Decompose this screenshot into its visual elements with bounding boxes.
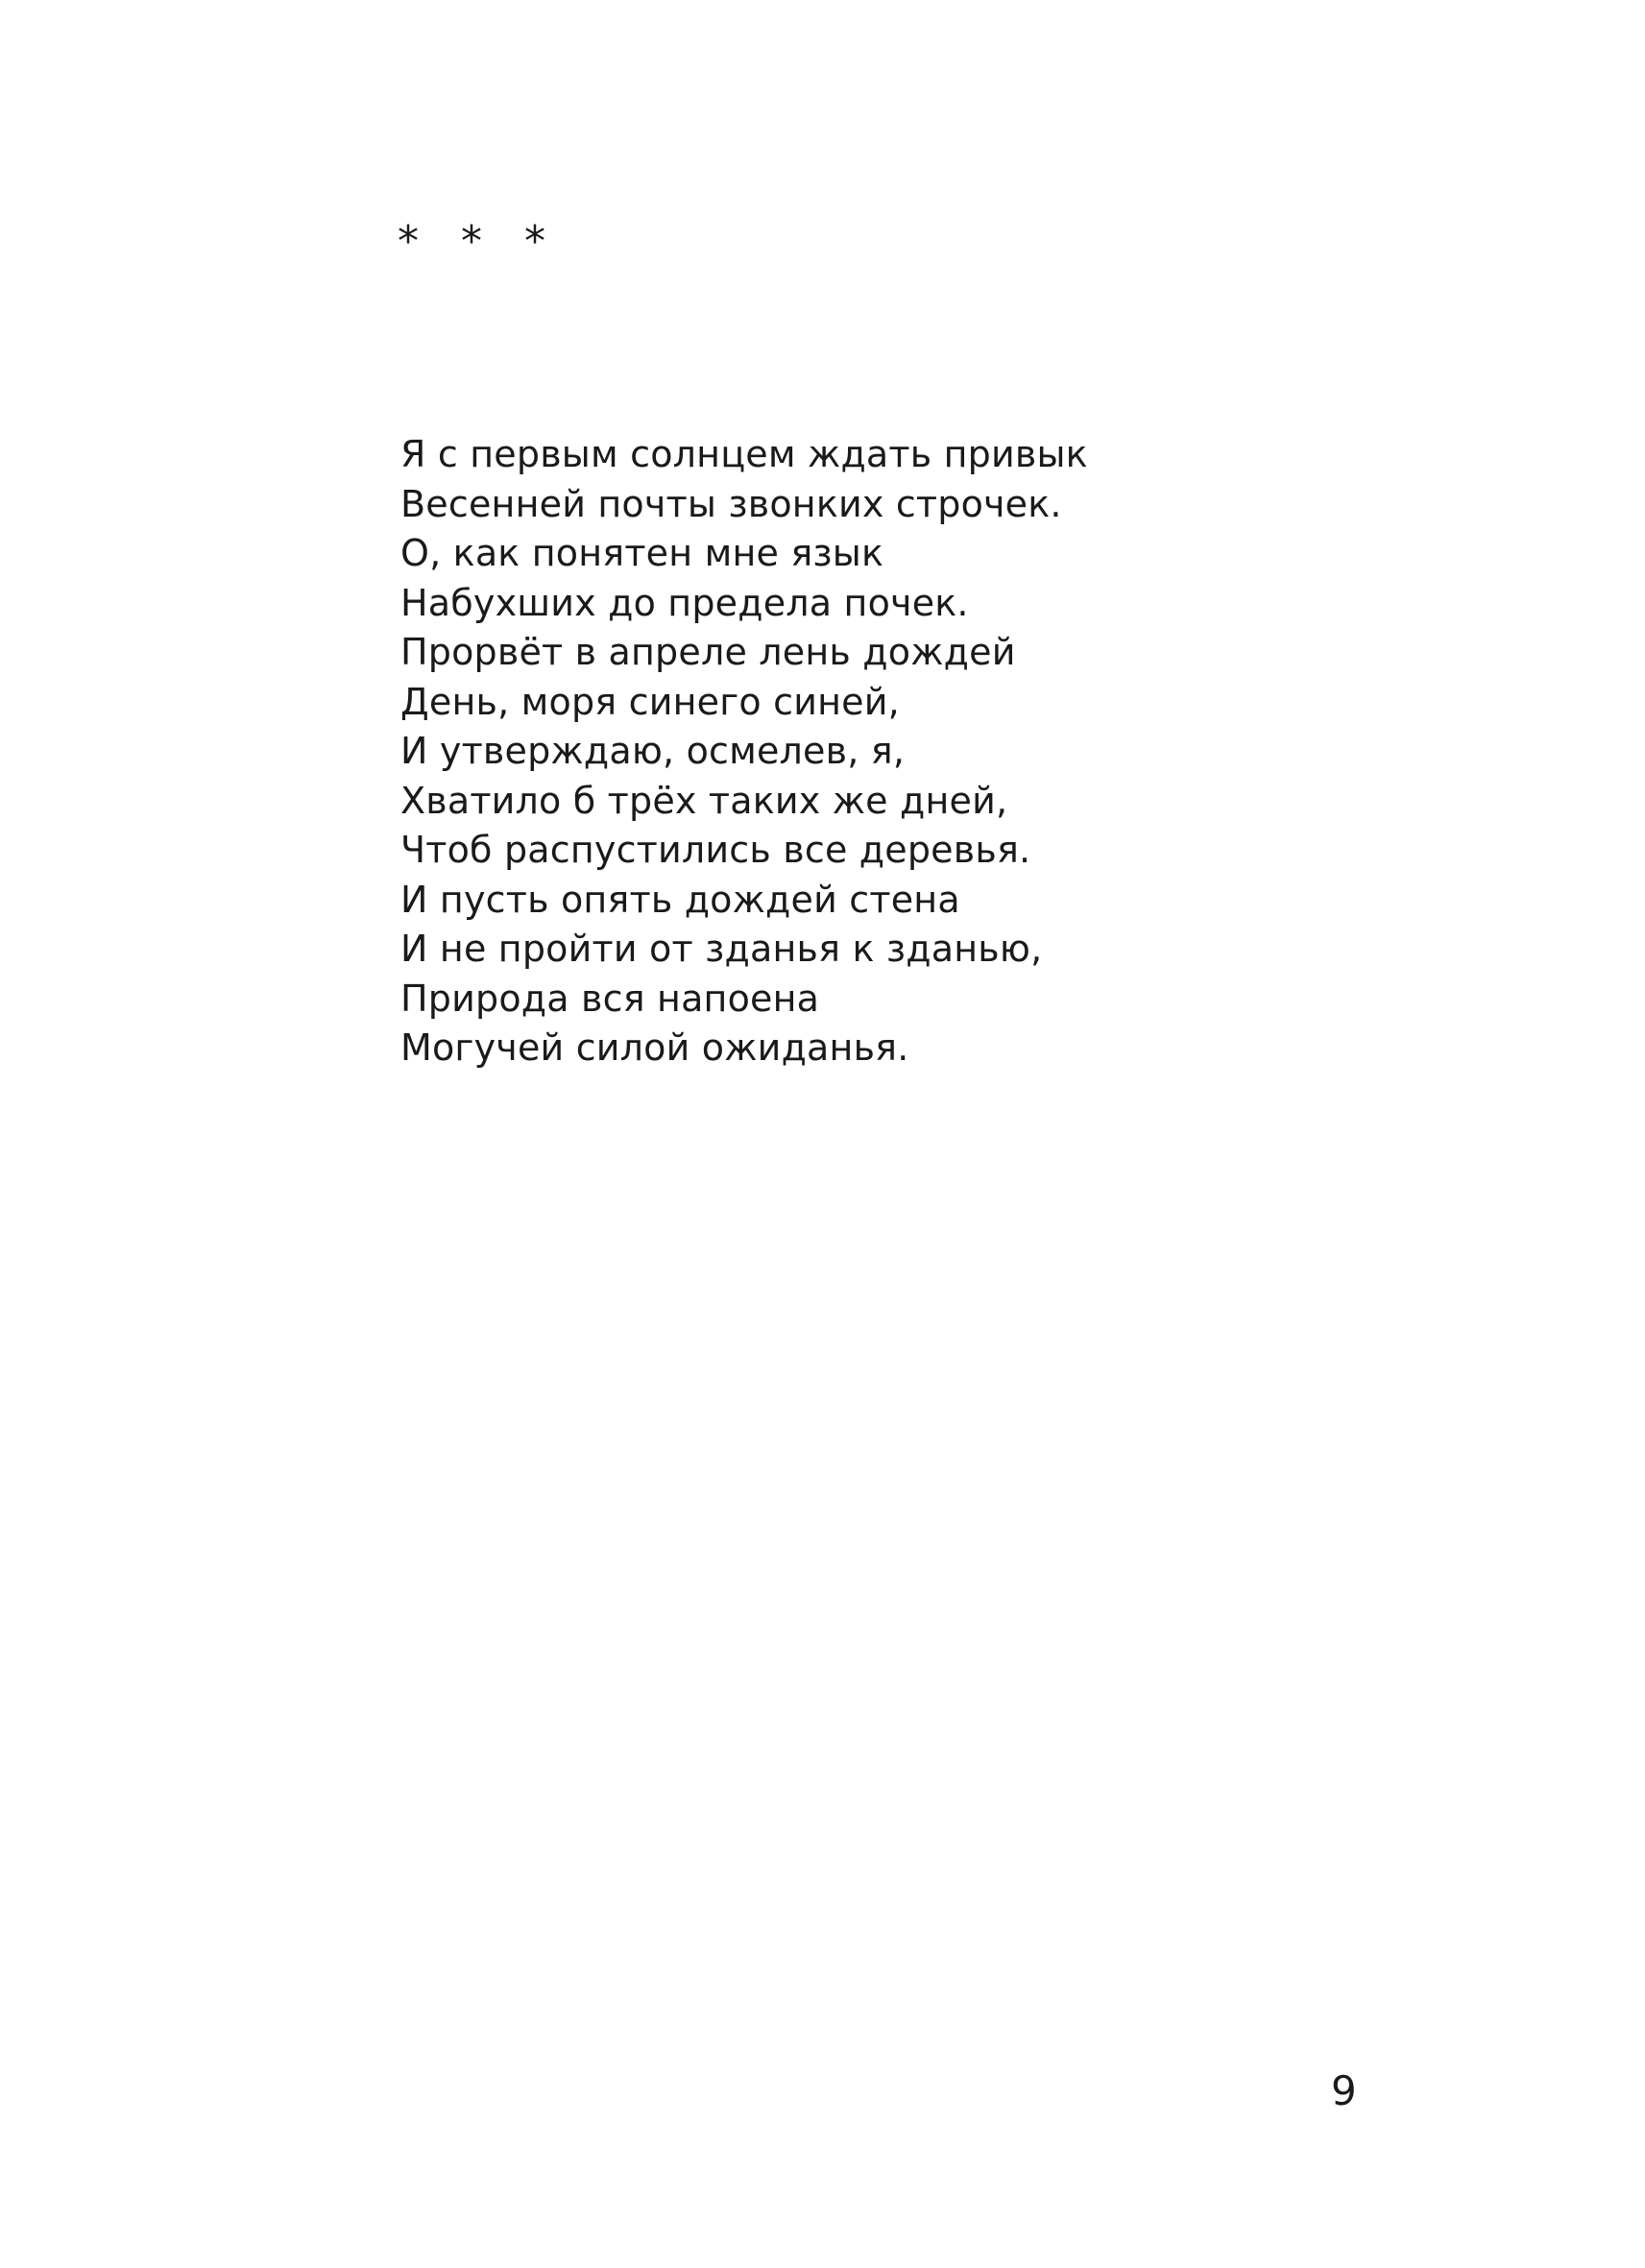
poem-line: Могучей силой ожиданья. [400,1026,909,1069]
poem-line: Весенней почты звонких строчек. [400,482,1062,525]
asterisk-2: * [461,217,482,266]
poem-line: И пусть опять дождей стена [400,878,960,921]
poem-line: Хватило б трёх таких же дней, [400,779,1008,822]
poem-line: О, как понятен мне язык [400,532,884,574]
asterisk-1: * [398,217,419,266]
poem-line: Прорвёт в апреле лень дождей [400,631,1016,673]
asterisk-3: * [524,217,545,266]
poem-line: Природа вся напоена [400,977,820,1020]
poem-line: Я с первым солнцем ждать привык [400,433,1088,475]
poem-line: И не пройти от зданья к зданью, [400,928,1043,970]
poem-line: День, моря синего синей, [400,680,900,723]
poem-line: Набухших до предела почек. [400,581,969,624]
poem-line: И утверждаю, осмелев, я, [400,730,906,772]
page-number: 9 [1331,2067,1357,2114]
poem-body [400,430,1088,1074]
poem-line: Чтоб распустились все деревья. [400,829,1031,871]
section-ornament [397,213,546,271]
